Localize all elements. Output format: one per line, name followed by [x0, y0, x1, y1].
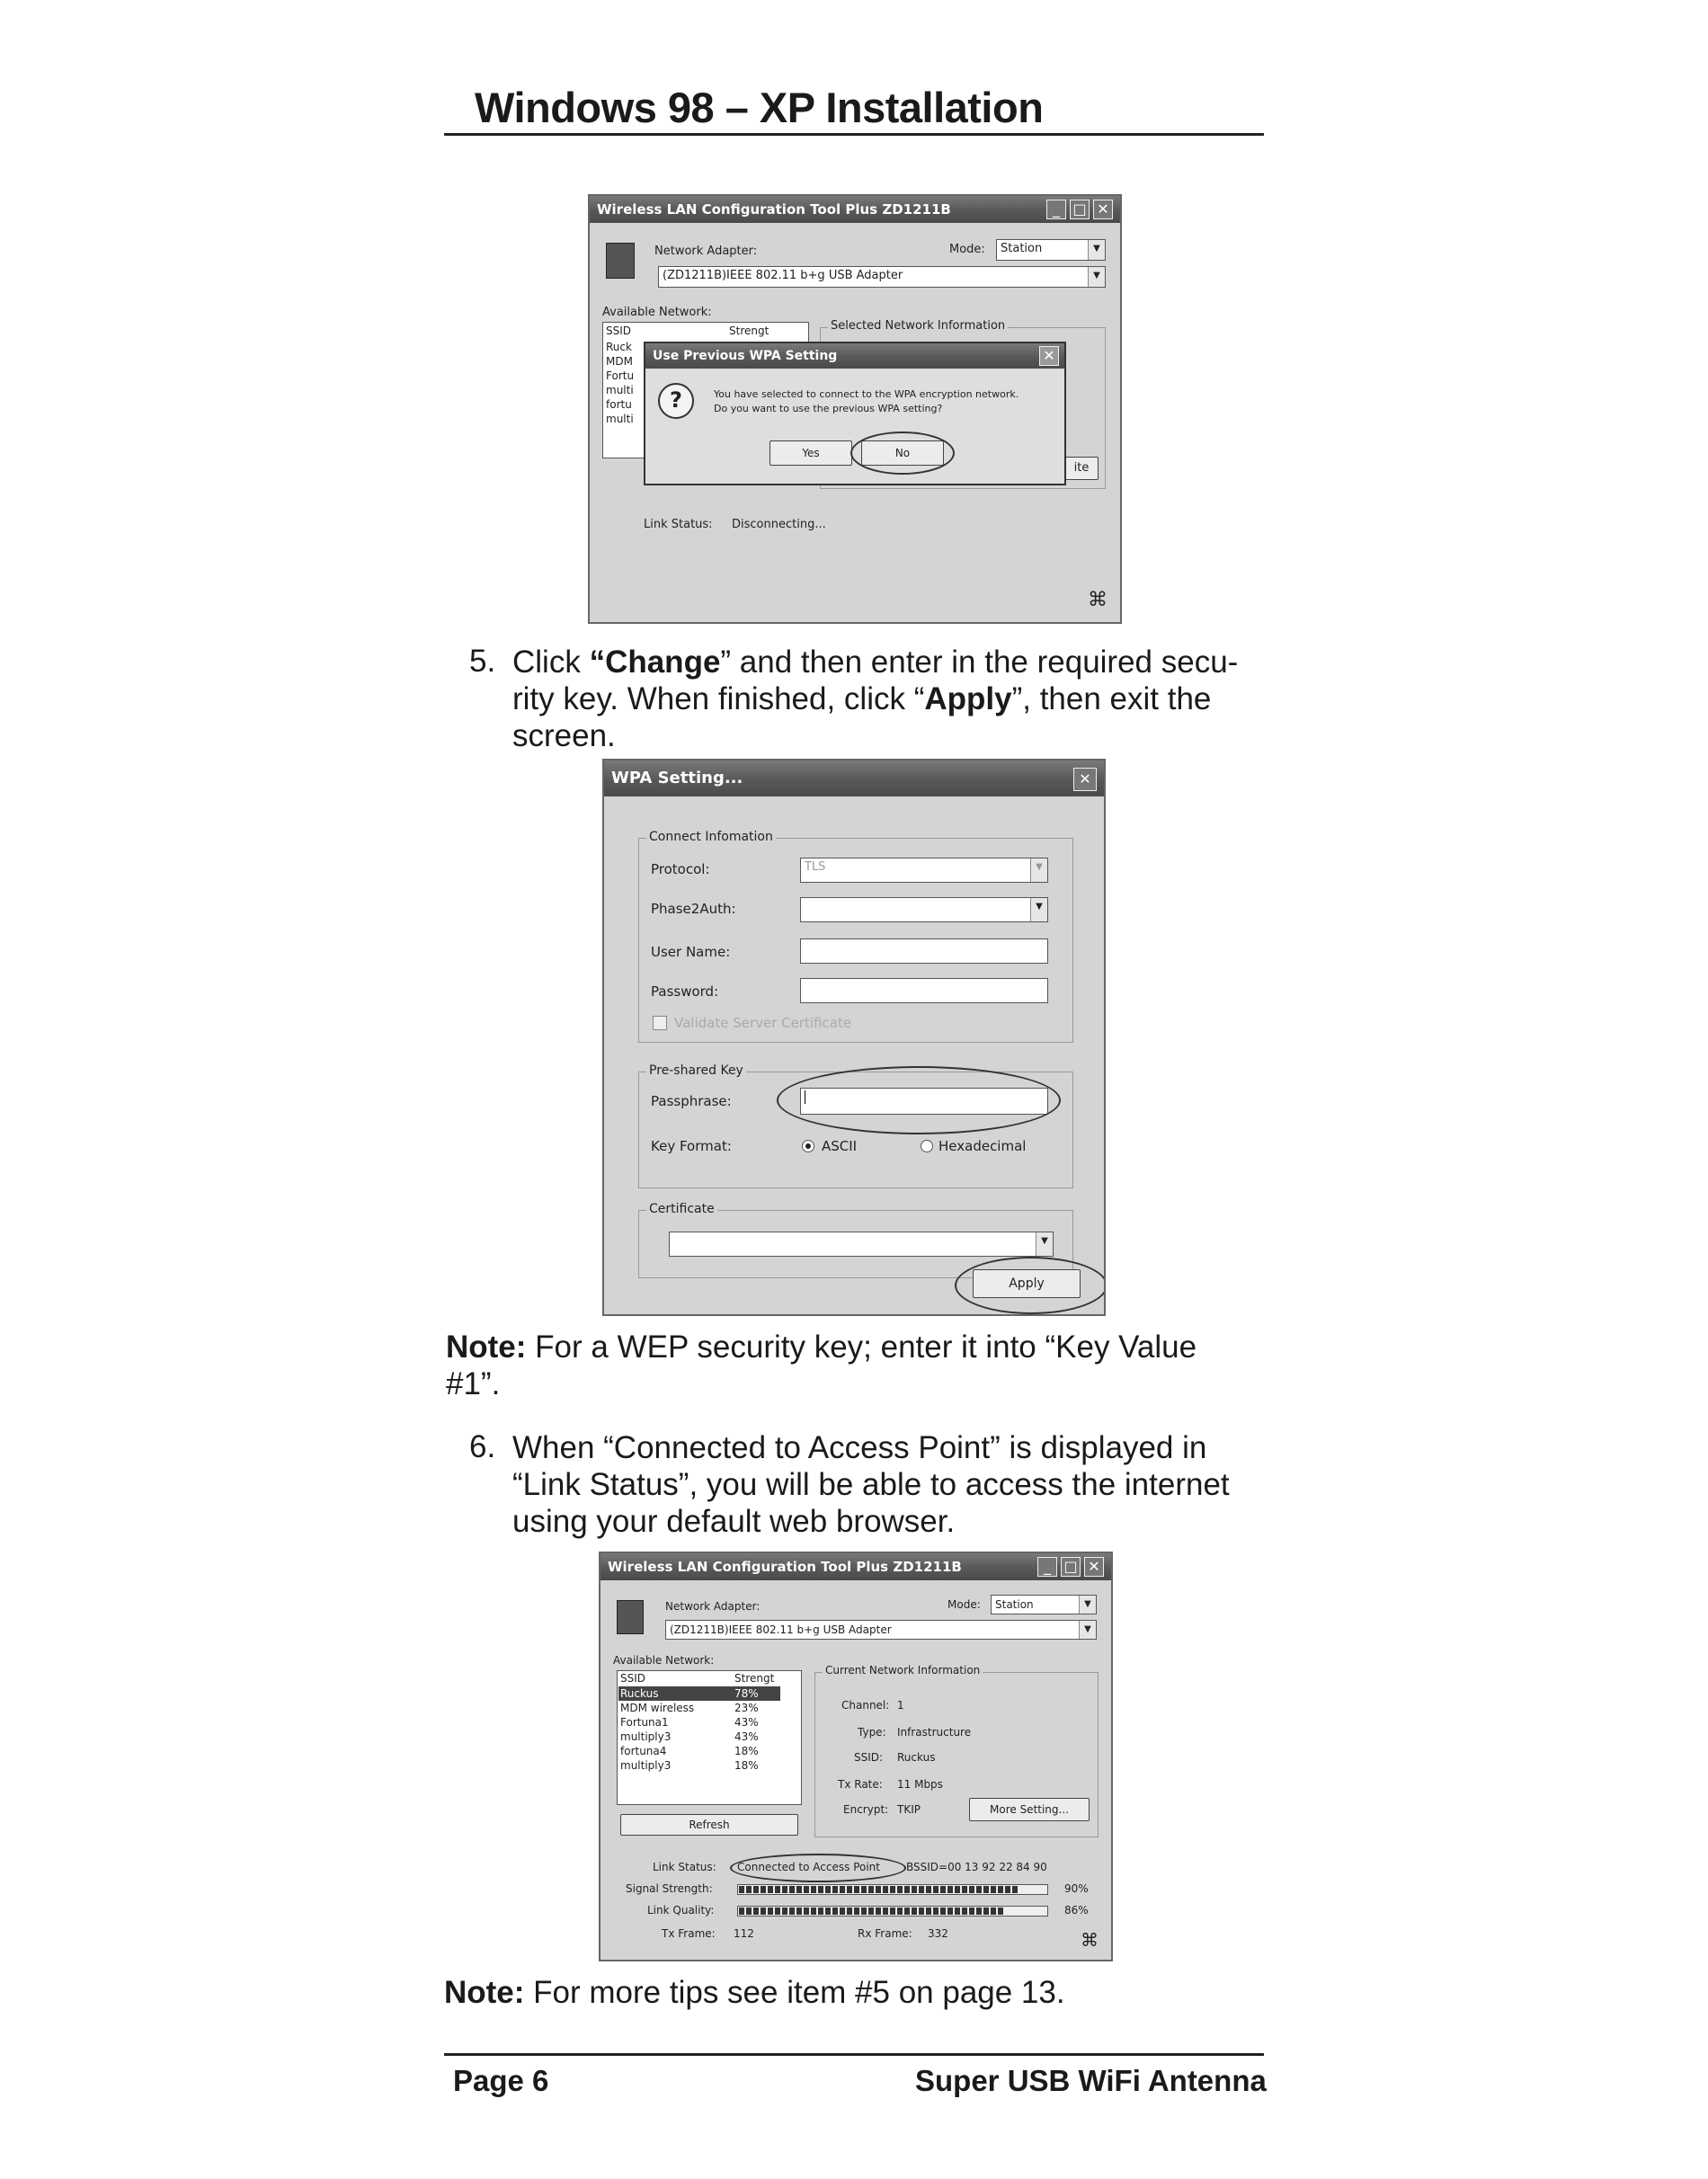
channel-value: 1 — [897, 1699, 904, 1712]
note1-line2: #1”. — [446, 1366, 501, 1401]
adapter-value: (ZD1211B)IEEE 802.11 b+g USB Adapter — [663, 269, 903, 282]
mode-value: Station — [1001, 242, 1043, 255]
note2-text: For more tips see item #5 on page 13. — [524, 1975, 1065, 2010]
link-status-value: Disconnecting... — [732, 518, 826, 531]
phase2auth-label: Phase2Auth: — [651, 901, 736, 917]
mode-select[interactable] — [991, 1595, 1097, 1614]
list-item[interactable]: Ruck — [606, 341, 632, 353]
close-icon[interactable]: ✕ — [1084, 1557, 1104, 1577]
window-title: WPA Setting... — [604, 760, 1104, 796]
encrypt-value: TKIP — [897, 1803, 921, 1816]
list-item-strength: 18% — [734, 1759, 759, 1772]
adapter-select[interactable] — [658, 266, 1106, 288]
antenna-icon: ⌘ — [1088, 589, 1108, 611]
list-item[interactable]: fortu — [606, 398, 632, 411]
step5-pre: Click — [512, 645, 590, 680]
screenshot-wpa-setting — [602, 759, 1106, 1316]
signal-strength-label: Signal Strength: — [626, 1882, 713, 1895]
dialog-close-icon[interactable]: ✕ — [1039, 346, 1059, 366]
channel-label: Channel: — [841, 1699, 890, 1712]
ascii-radio[interactable] — [802, 1140, 814, 1152]
list-item[interactable]: multiply3 — [620, 1730, 672, 1743]
selected-network-label: Selected Network Information — [828, 319, 1008, 333]
type-value: Infrastructure — [897, 1726, 972, 1739]
side-button[interactable]: ite — [1064, 457, 1099, 480]
protocol-value: TLS — [805, 860, 826, 874]
screenshot-config-tool-connected — [599, 1552, 1113, 1961]
note-tips — [444, 1974, 1065, 2011]
step6-line2: “Link Status”, you will be able to access the internet — [512, 1467, 1230, 1502]
list-item-strength: 23% — [734, 1702, 759, 1714]
list-item[interactable]: Fortu — [606, 369, 635, 382]
list-item-strength: 43% — [734, 1716, 759, 1729]
password-input[interactable] — [800, 978, 1048, 1003]
step6-line3: using your default web browser. — [512, 1504, 956, 1539]
close-icon[interactable]: ✕ — [1093, 200, 1113, 219]
col-strength: Strengt — [729, 325, 769, 337]
link-quality-fill — [739, 1908, 1005, 1915]
chevron-down-icon: ▼ — [1036, 1232, 1053, 1256]
step5-line1 — [512, 644, 1259, 680]
txrate-label: Tx Rate: — [838, 1778, 883, 1791]
list-item[interactable]: MDM — [606, 355, 633, 368]
maximize-icon[interactable]: □ — [1070, 200, 1090, 219]
adapter-select[interactable] — [665, 1620, 1097, 1640]
adapter-value: (ZD1211B)IEEE 802.11 b+g USB Adapter — [670, 1623, 892, 1636]
ssid-label: SSID: — [854, 1751, 884, 1764]
dialog-line1: You have selected to connect to the WPA encryption network. — [714, 388, 1019, 400]
minimize-icon[interactable]: _ — [1046, 200, 1066, 219]
psk-label: Pre-shared Key — [646, 1063, 746, 1078]
network-list[interactable] — [617, 1670, 802, 1805]
step5-line2 — [512, 680, 1259, 717]
chevron-down-icon: ▼ — [1030, 898, 1047, 921]
apply-button[interactable]: Apply — [973, 1269, 1081, 1298]
step6-text — [512, 1429, 1259, 1540]
rxframe-label: Rx Frame: — [858, 1927, 912, 1940]
highlight-ellipse — [955, 1257, 1106, 1314]
dialog-title: Use Previous WPA Setting — [645, 343, 1064, 369]
list-item[interactable]: multi — [606, 413, 634, 425]
adapter-icon — [606, 243, 635, 279]
list-item[interactable]: MDM wireless — [620, 1702, 695, 1714]
txframe-label: Tx Frame: — [662, 1927, 716, 1940]
step6-line1: When “Connected to Access Point” is displayed in — [512, 1430, 1207, 1465]
link-quality-label: Link Quality: — [647, 1904, 715, 1917]
type-label: Type: — [858, 1726, 886, 1739]
link-status-label: Link Status: — [644, 518, 713, 531]
step-number: 5. — [469, 644, 496, 679]
chevron-down-icon: ▼ — [1079, 1621, 1096, 1639]
certificate-select[interactable] — [669, 1232, 1054, 1257]
wpa-dialog — [644, 342, 1066, 485]
col-strength: Strengt — [734, 1672, 775, 1685]
apply-bold: Apply — [924, 681, 1012, 716]
ascii-label: ASCII — [822, 1138, 858, 1154]
list-item-strength: 43% — [734, 1730, 759, 1743]
col-ssid: SSID — [606, 325, 632, 337]
list-item[interactable]: multiply3 — [620, 1759, 672, 1772]
note-wep — [446, 1329, 1255, 1402]
list-item[interactable]: multi — [606, 384, 634, 396]
network-adapter-label: Network Adapter: — [654, 245, 758, 258]
page-title: Windows 98 – XP Installation — [475, 84, 1044, 131]
txrate-value: 11 Mbps — [897, 1778, 943, 1791]
key-format-label: Key Format: — [651, 1138, 732, 1154]
username-input[interactable] — [800, 938, 1048, 964]
step5-line2a: rity key. When finished, click “ — [512, 681, 925, 716]
highlight-ellipse — [850, 431, 955, 475]
username-label: User Name: — [651, 944, 731, 960]
note1-line1 — [446, 1329, 1255, 1365]
hex-label: Hexadecimal — [939, 1138, 1027, 1154]
link-quality-bar — [737, 1906, 1048, 1917]
signal-strength-bar — [737, 1884, 1048, 1895]
ssid-value: Ruckus — [897, 1751, 936, 1764]
col-ssid: SSID — [620, 1672, 646, 1685]
list-item-strength: 78% — [734, 1687, 759, 1700]
adapter-icon — [617, 1600, 644, 1634]
signal-strength-fill — [739, 1886, 1018, 1893]
chevron-down-icon: ▼ — [1030, 858, 1047, 882]
question-icon: ? — [658, 383, 694, 419]
certificate-label: Certificate — [646, 1202, 717, 1216]
window-title: Wireless LAN Configuration Tool Plus ZD1211B — [600, 1553, 1111, 1580]
step-number: 6. — [469, 1429, 496, 1464]
note-bold: Note: — [444, 1975, 525, 2010]
link-status-label: Link Status: — [653, 1861, 716, 1873]
connect-info-label: Connect Infomation — [646, 830, 776, 844]
link-quality-value: 86% — [1064, 1904, 1089, 1917]
yes-button[interactable]: Yes — [769, 440, 852, 466]
mode-value: Station — [995, 1598, 1034, 1611]
chevron-down-icon: ▼ — [1079, 1596, 1096, 1614]
maximize-icon[interactable]: □ — [1061, 1557, 1081, 1577]
no-button[interactable]: No — [861, 440, 944, 466]
validate-checkbox[interactable] — [653, 1016, 667, 1030]
note1-text: For a WEP security key; enter it into “Key Value — [526, 1330, 1197, 1365]
antenna-icon: ⌘ — [1081, 1929, 1099, 1951]
network-adapter-label: Network Adapter: — [665, 1600, 761, 1613]
list-item-strength: 18% — [734, 1745, 759, 1757]
chevron-down-icon: ▼ — [1088, 267, 1105, 287]
phase2auth-select[interactable] — [800, 897, 1048, 922]
rxframe-value: 332 — [928, 1927, 948, 1940]
product-name: Super USB WiFi Antenna — [915, 2064, 1267, 2097]
footer-rule — [444, 2053, 1264, 2056]
step5-line3: screen. — [512, 718, 616, 753]
signal-strength-value: 90% — [1064, 1882, 1089, 1895]
step5-line2b: ”, then exit the — [1011, 681, 1212, 716]
list-item[interactable]: Ruckus — [620, 1687, 659, 1700]
more-setting-button[interactable]: More Setting... — [969, 1798, 1090, 1821]
mode-label: Mode: — [949, 243, 985, 256]
available-network-label: Available Network: — [602, 306, 712, 319]
header-rule — [444, 133, 1264, 136]
refresh-button[interactable]: Refresh — [620, 1814, 798, 1836]
note-bold: Note: — [446, 1330, 527, 1365]
password-label: Password: — [651, 983, 719, 1000]
current-network-label: Current Network Information — [823, 1664, 983, 1676]
step5-mid: ” and then enter in the required secu- — [720, 645, 1239, 680]
bssid-value: BSSID=00 13 92 22 84 90 — [906, 1861, 1047, 1873]
passphrase-label: Passphrase: — [651, 1093, 732, 1109]
close-icon[interactable]: ✕ — [1073, 768, 1097, 791]
mode-label: Mode: — [947, 1598, 981, 1611]
list-item[interactable]: Fortuna1 — [620, 1716, 669, 1729]
mode-select[interactable] — [996, 239, 1106, 261]
validate-label: Validate Server Certificate — [674, 1015, 852, 1031]
chevron-down-icon: ▼ — [1088, 240, 1105, 260]
highlight-ellipse — [730, 1854, 906, 1882]
protocol-select[interactable] — [800, 858, 1048, 883]
list-item[interactable]: fortuna4 — [620, 1745, 667, 1757]
encrypt-label: Encrypt: — [843, 1803, 889, 1816]
window-title: Wireless LAN Configuration Tool Plus ZD1211B — [590, 196, 1120, 223]
highlight-ellipse — [777, 1066, 1061, 1134]
page-number: Page 6 — [453, 2064, 549, 2097]
change-bold: “Change — [589, 645, 721, 680]
protocol-label: Protocol: — [651, 861, 710, 877]
link-status-value: Connected to Access Point — [737, 1861, 880, 1873]
dialog-line2: Do you want to use the previous WPA setting? — [714, 403, 943, 414]
minimize-icon[interactable]: _ — [1037, 1557, 1057, 1577]
step5-text — [512, 644, 1259, 754]
hex-radio[interactable] — [921, 1140, 933, 1152]
screenshot-config-tool-disconnecting — [588, 194, 1122, 624]
txframe-value: 112 — [734, 1927, 754, 1940]
available-network-label: Available Network: — [613, 1654, 715, 1667]
